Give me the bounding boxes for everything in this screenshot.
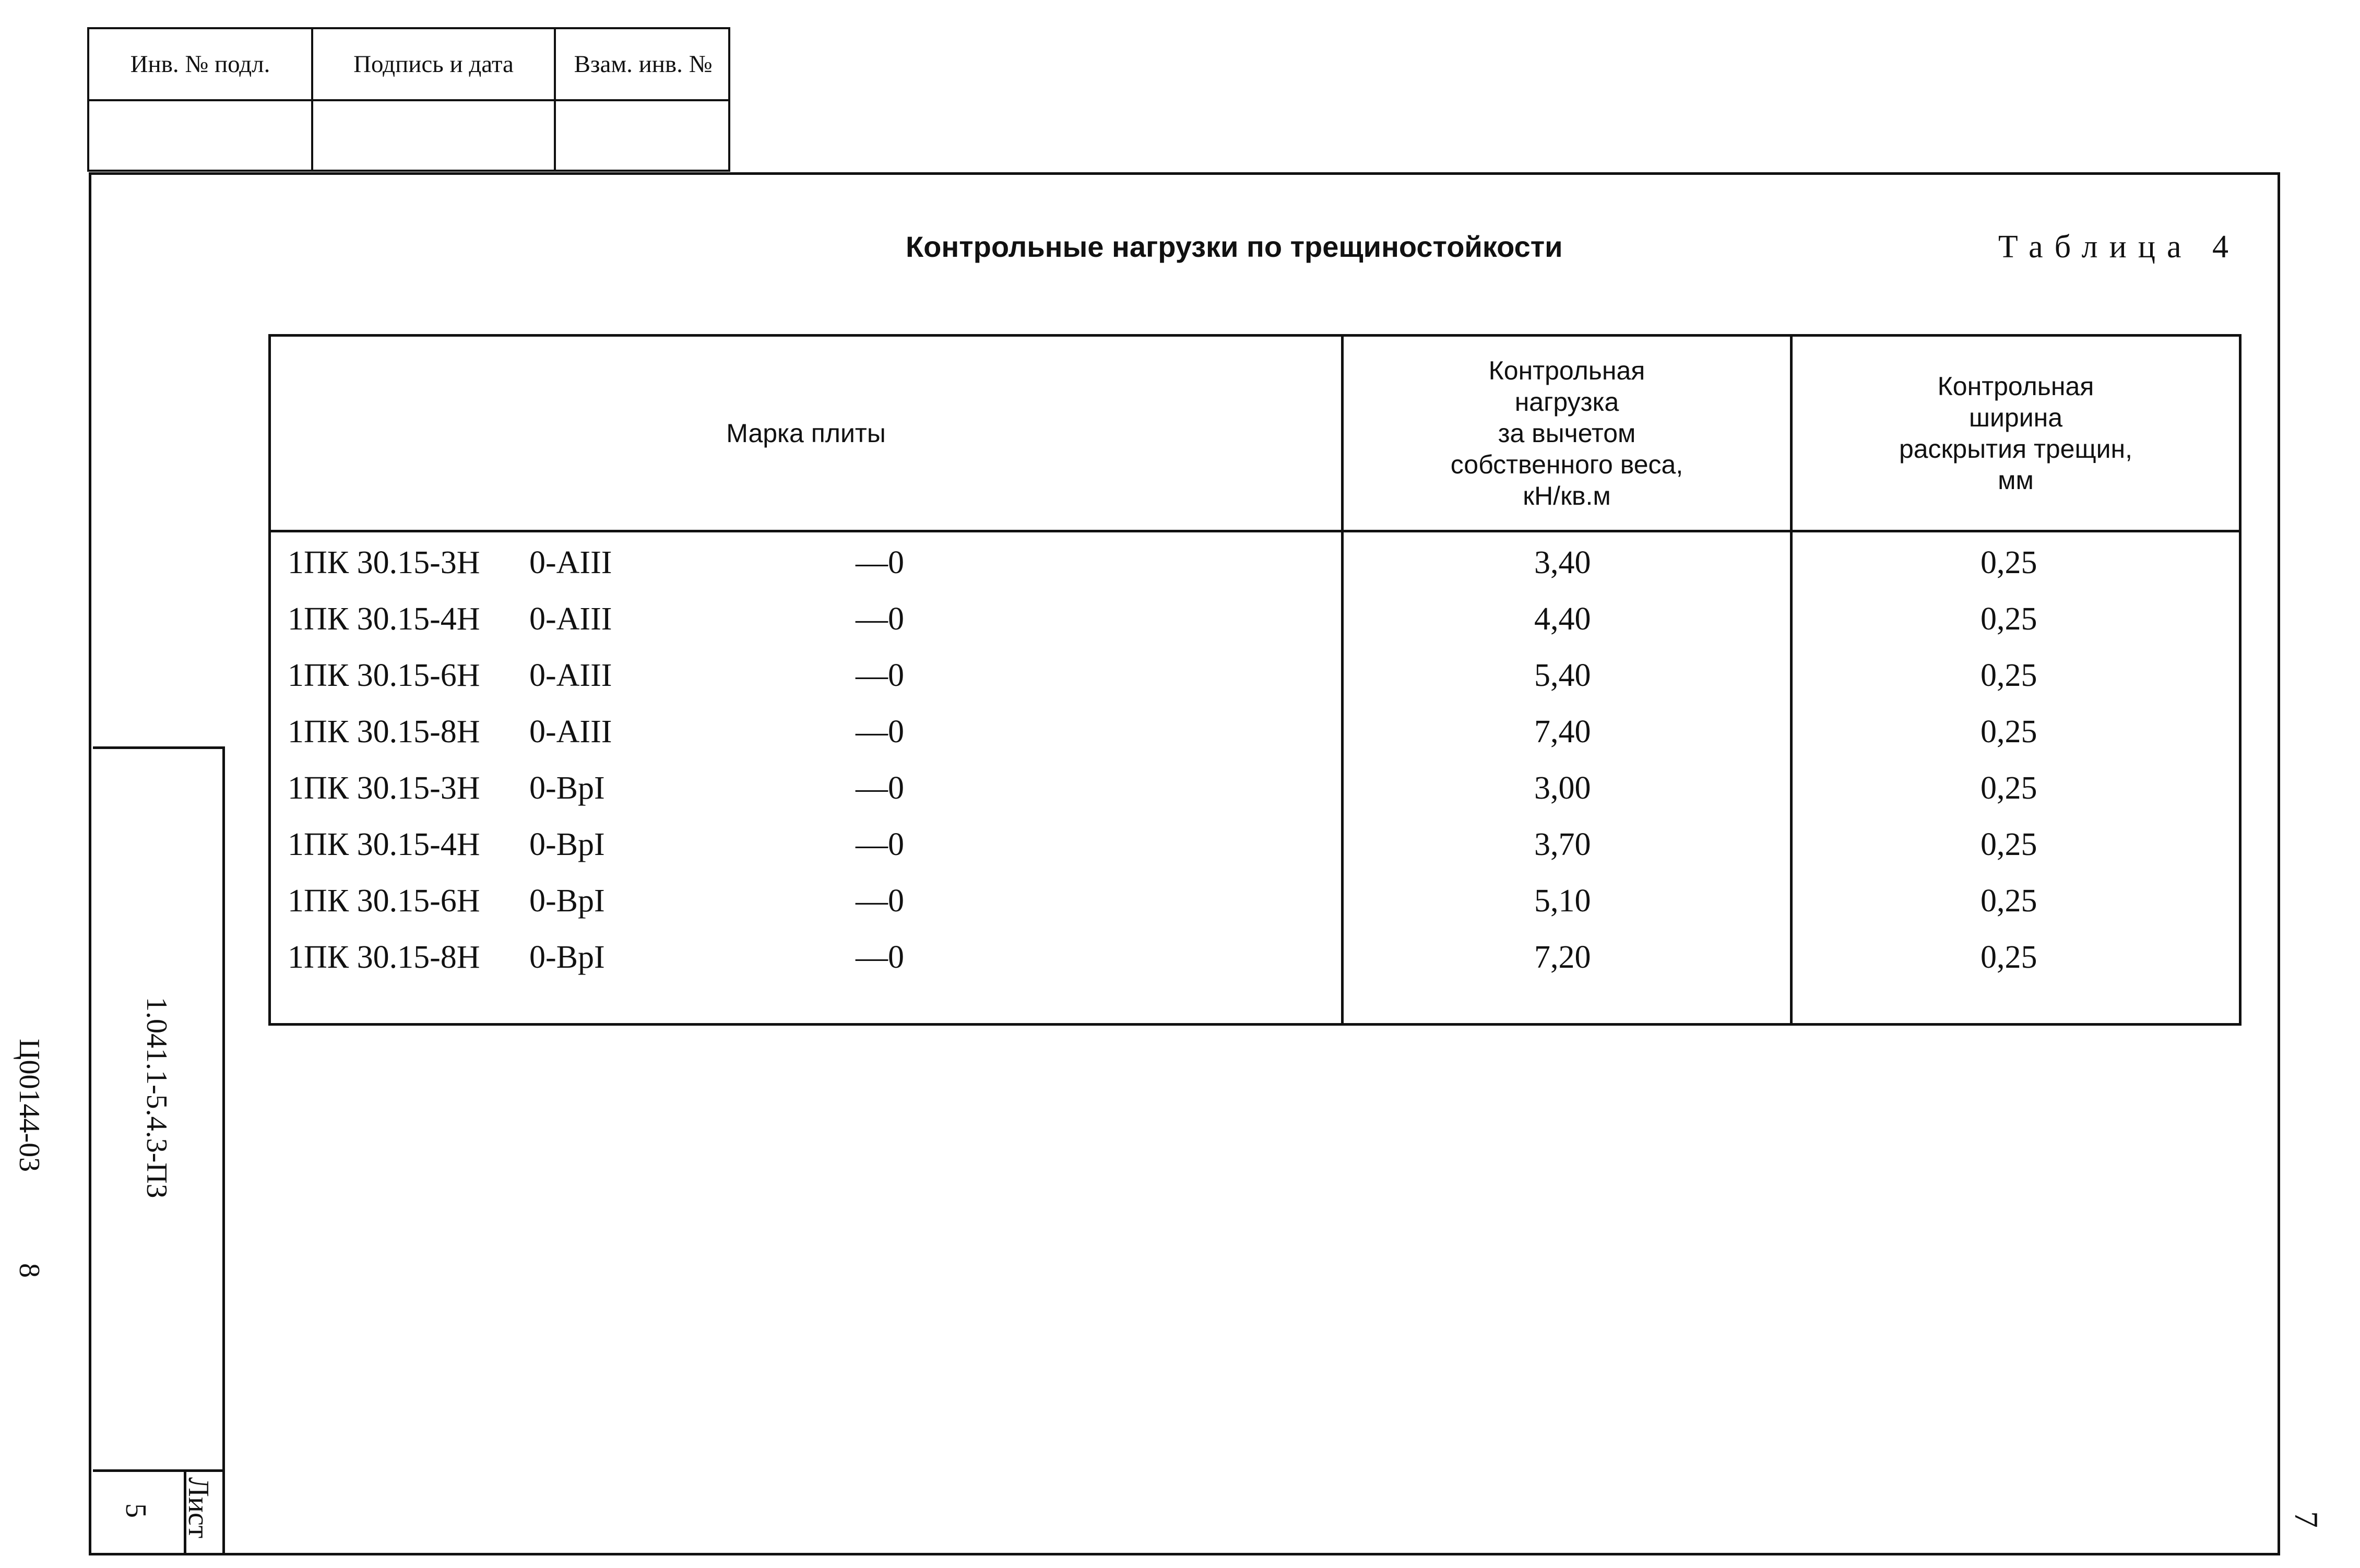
header-load xyxy=(1344,337,1790,530)
table-row xyxy=(271,930,2239,986)
header-mark xyxy=(271,337,1341,530)
cell-load: 3,70 xyxy=(1534,827,1591,862)
cell-name: 1ПК 30.15-8Н xyxy=(288,940,480,975)
cell-crack: 0,25 xyxy=(1980,827,2037,862)
header-crack xyxy=(1793,337,2239,530)
stamp-inv-no: Инв. № подл. xyxy=(130,51,270,78)
cell-steel: 0-АIII xyxy=(529,714,612,750)
stamp-sign-date: Подпись и дата xyxy=(353,51,514,78)
header-load-line: нагрузка xyxy=(1514,387,1619,417)
archive-number: 8 xyxy=(13,1263,45,1278)
header-load-line: собственного веса, xyxy=(1450,450,1683,479)
cell-steel: 0-ВрI xyxy=(529,770,605,806)
cell-suffix: —0 xyxy=(856,658,904,693)
crack-load-table xyxy=(268,334,2242,1026)
header-crack-line: раскрытия трещин, xyxy=(1899,434,2133,464)
cell-suffix: —0 xyxy=(856,827,904,862)
sheet-label: Лист xyxy=(182,1477,215,1539)
header-divider xyxy=(271,530,2239,532)
cell-suffix: —0 xyxy=(856,940,904,975)
cell-name: 1ПК 30.15-3Н xyxy=(288,770,480,806)
table-body xyxy=(271,535,2239,986)
page-title: Контрольные нагрузки по трещиностойкости xyxy=(906,230,1563,263)
cell-name: 1ПК 30.15-4Н xyxy=(288,827,480,862)
cell-suffix: —0 xyxy=(856,601,904,637)
cell-steel: 0-АIII xyxy=(529,601,612,637)
cell-name: 1ПК 30.15-6Н xyxy=(288,658,480,693)
cell-steel: 0-ВрI xyxy=(529,940,605,975)
cell-load: 5,40 xyxy=(1534,658,1591,693)
cell-name: 1ПК 30.15-6Н xyxy=(288,883,480,919)
archive-code: Ц00144-03 xyxy=(13,1039,45,1172)
header-load-line: кН/кв.м xyxy=(1523,481,1611,510)
header-crack-line: мм xyxy=(1998,466,2034,495)
header-load-line: за вычетом xyxy=(1498,419,1636,448)
cell-crack: 0,25 xyxy=(1980,940,2037,975)
stamp-replace-inv: Взам. инв. № xyxy=(574,51,713,78)
cell-name: 1ПК 30.15-4Н xyxy=(288,601,480,637)
cell-crack: 0,25 xyxy=(1980,545,2037,580)
doc-code: 1.041.1-5.4.3-ПЗ xyxy=(140,997,173,1198)
cell-crack: 0,25 xyxy=(1980,883,2037,919)
cell-suffix: —0 xyxy=(856,770,904,806)
cell-load: 4,40 xyxy=(1534,601,1591,637)
cell-load: 3,00 xyxy=(1534,770,1591,806)
side-stamp-divider xyxy=(93,1469,225,1472)
page-corner-number: 7 xyxy=(2288,1511,2325,1528)
cell-crack: 0,25 xyxy=(1980,658,2037,693)
cell-steel: 0-АIII xyxy=(529,545,612,580)
table-row xyxy=(271,761,2239,817)
table-row xyxy=(271,704,2239,761)
header-crack-line: Контрольная xyxy=(1937,372,2094,401)
header-load-line: Контрольная xyxy=(1488,356,1645,385)
cell-name: 1ПК 30.15-3Н xyxy=(288,545,480,580)
cell-suffix: —0 xyxy=(856,545,904,580)
cell-load: 7,40 xyxy=(1534,714,1591,750)
table-row xyxy=(271,535,2239,591)
table-row xyxy=(271,648,2239,704)
table-row xyxy=(271,873,2239,930)
cell-suffix: —0 xyxy=(856,714,904,750)
cell-steel: 0-ВрI xyxy=(529,883,605,919)
cell-crack: 0,25 xyxy=(1980,770,2037,806)
table-row xyxy=(271,817,2239,873)
cell-crack: 0,25 xyxy=(1980,601,2037,637)
stamp-box xyxy=(87,27,730,172)
cell-crack: 0,25 xyxy=(1980,714,2037,750)
table-label: Таблица 4 xyxy=(1998,229,2240,265)
cell-load: 5,10 xyxy=(1534,883,1591,919)
cell-load: 7,20 xyxy=(1534,940,1591,975)
table-row xyxy=(271,591,2239,648)
cell-suffix: —0 xyxy=(856,883,904,919)
cell-load: 3,40 xyxy=(1534,545,1591,580)
header-mark-text: Марка плиты xyxy=(726,419,886,448)
cell-name: 1ПК 30.15-8Н xyxy=(288,714,480,750)
header-crack-line: ширина xyxy=(1968,403,2063,432)
cell-steel: 0-ВрI xyxy=(529,827,605,862)
sheet-number: 5 xyxy=(120,1503,152,1518)
cell-steel: 0-АIII xyxy=(529,658,612,693)
